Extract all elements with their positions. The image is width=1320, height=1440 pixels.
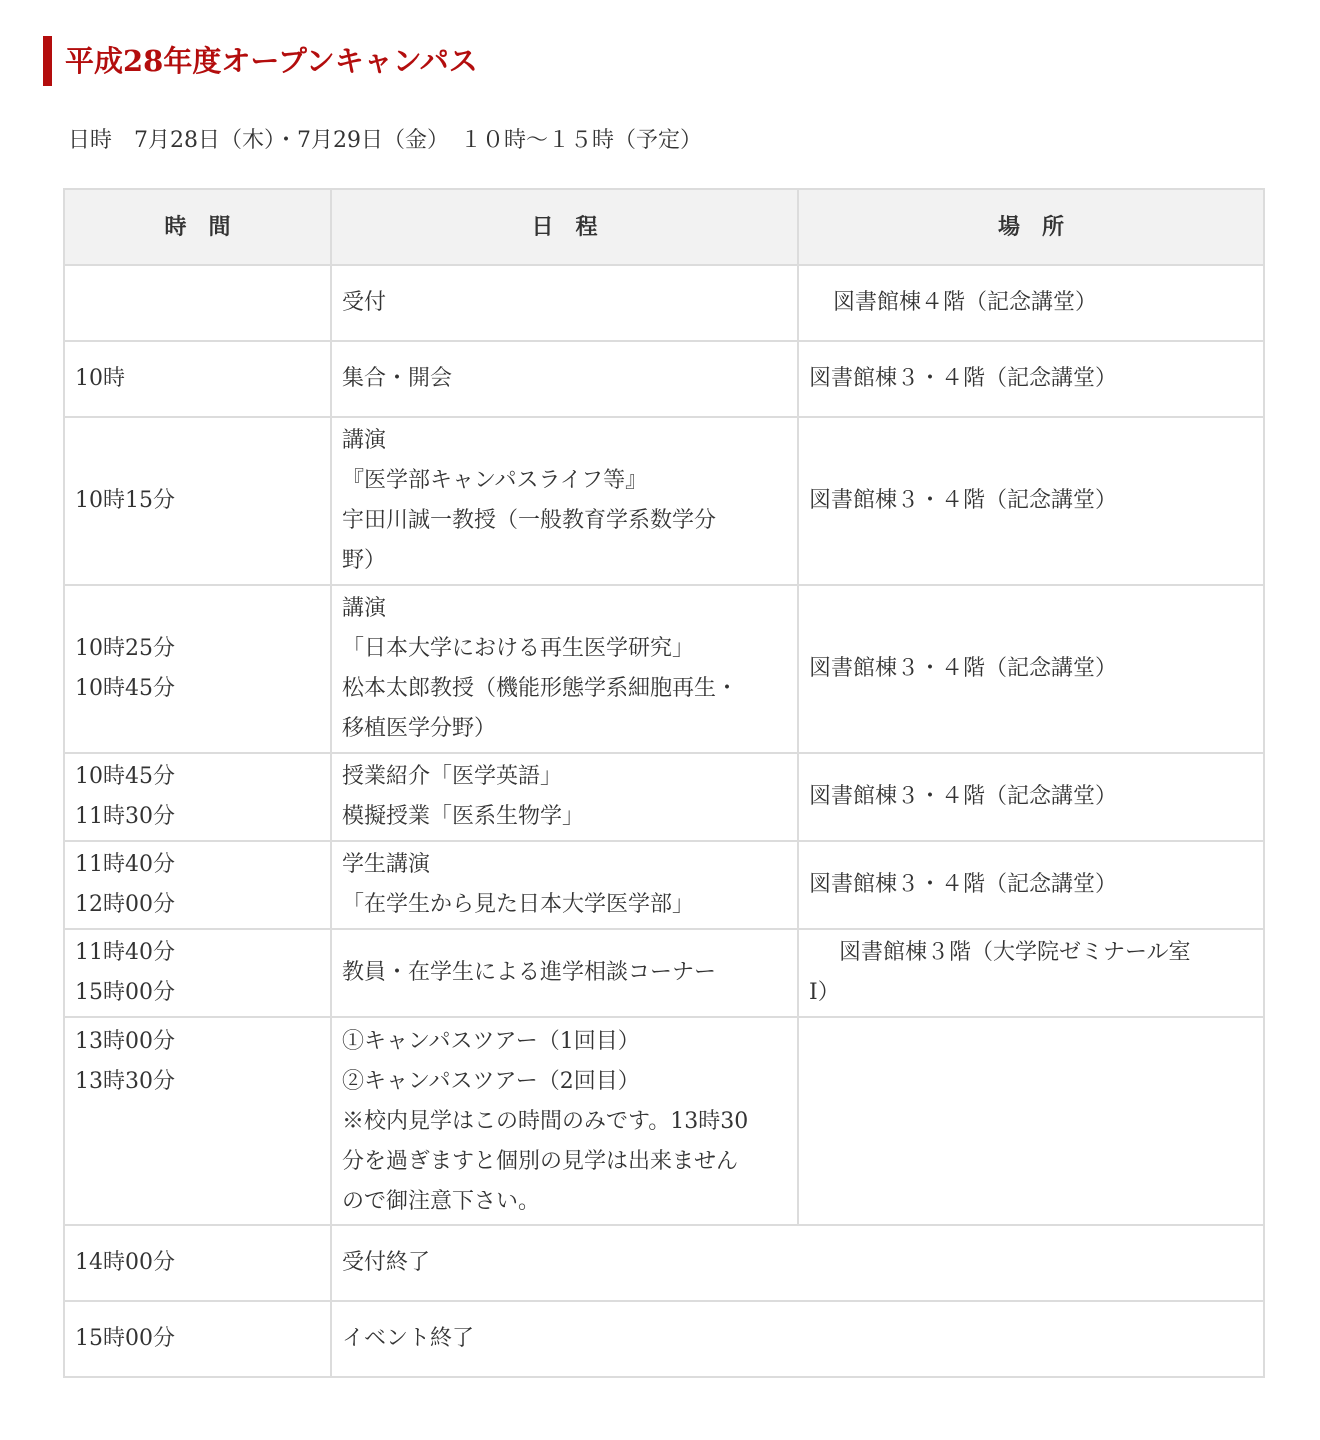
time-cell: 10時15分 bbox=[64, 417, 331, 585]
table-row bbox=[64, 753, 1264, 841]
schedule-cell: 授業紹介「医学英語」 模擬授業「医系生物学」 bbox=[331, 753, 798, 841]
title-accent-bar bbox=[43, 36, 52, 86]
time-cell: 15時00分 bbox=[64, 1301, 331, 1377]
time-cell: 11時40分 12時00分 bbox=[64, 841, 331, 929]
schedule-cell: イベント終了 bbox=[331, 1301, 1264, 1377]
table-row bbox=[64, 265, 1264, 341]
schedule-cell: 講演 「日本大学における再生医学研究」 松本太郎教授（機能形態学系細胞再生・ 移植医学分野） bbox=[331, 585, 798, 753]
schedule-cell: 学生講演 「在学生から見た日本大学医学部」 bbox=[331, 841, 798, 929]
header-schedule: 日 程 bbox=[331, 189, 798, 265]
place-cell: 図書館棟３・４階（記念講堂） bbox=[798, 417, 1264, 585]
table-row bbox=[64, 929, 1264, 1017]
time-cell: 10時45分 11時30分 bbox=[64, 753, 331, 841]
time-cell: 10時 bbox=[64, 341, 331, 417]
table-row bbox=[64, 1225, 1264, 1301]
event-date-line: 日時 7月28日（木）・7月29日（金） １０時〜１５時（予定） bbox=[68, 128, 702, 153]
table-row bbox=[64, 585, 1264, 753]
table-row bbox=[64, 1301, 1264, 1377]
place-cell: 図書館棟３階（大学院ゼミナール室 Ⅰ） bbox=[798, 929, 1264, 1017]
table-row bbox=[64, 841, 1264, 929]
schedule-cell: 集合・開会 bbox=[331, 341, 798, 417]
page-title-bar bbox=[43, 36, 478, 86]
place-cell: 図書館棟３・４階（記念講堂） bbox=[798, 341, 1264, 417]
time-cell: 11時40分 15時00分 bbox=[64, 929, 331, 1017]
place-cell: 図書館棟３・４階（記念講堂） bbox=[798, 841, 1264, 929]
schedule-table bbox=[63, 188, 1265, 1378]
place-cell: 図書館棟４階（記念講堂） bbox=[798, 265, 1264, 341]
place-cell: 図書館棟３・４階（記念講堂） bbox=[798, 753, 1264, 841]
table-row bbox=[64, 417, 1264, 585]
time-cell: 13時00分 13時30分 bbox=[64, 1017, 331, 1225]
table-row bbox=[64, 1017, 1264, 1225]
table-row bbox=[64, 341, 1264, 417]
schedule-cell: 受付 bbox=[331, 265, 798, 341]
time-cell bbox=[64, 265, 331, 341]
time-cell: 14時00分 bbox=[64, 1225, 331, 1301]
page-title: 平成28年度オープンキャンパス bbox=[65, 44, 478, 78]
schedule-cell: 教員・在学生による進学相談コーナー bbox=[331, 929, 798, 1017]
schedule-cell: 受付終了 bbox=[331, 1225, 1264, 1301]
table-header-row bbox=[64, 189, 1264, 265]
place-cell: 図書館棟３・４階（記念講堂） bbox=[798, 585, 1264, 753]
place-cell bbox=[798, 1017, 1264, 1225]
header-time: 時 間 bbox=[64, 189, 331, 265]
header-place: 場 所 bbox=[798, 189, 1264, 265]
schedule-cell: ①キャンパスツアー（1回目） ②キャンパスツアー（2回目） ※校内見学はこの時間のみです。13時30 分を過ぎますと個別の見学は出来ません ので御注意下さい。 bbox=[331, 1017, 798, 1225]
time-cell: 10時25分 10時45分 bbox=[64, 585, 331, 753]
schedule-cell: 講演 『医学部キャンパスライフ等』 宇田川誠一教授（一般教育学系数学分 野） bbox=[331, 417, 798, 585]
